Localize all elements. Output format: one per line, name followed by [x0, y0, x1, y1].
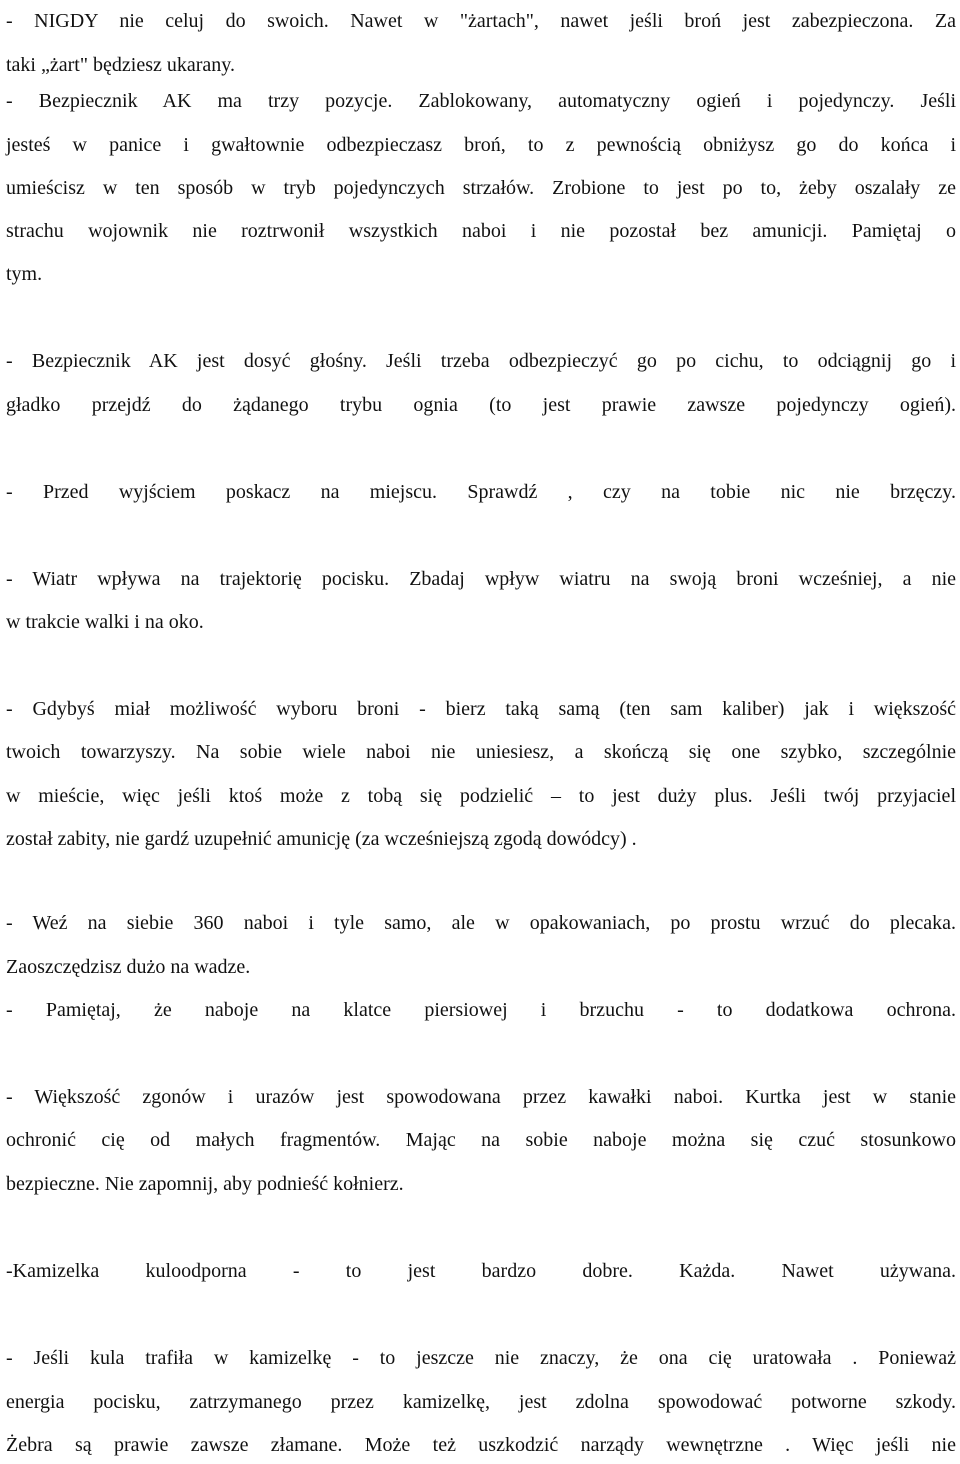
text-line: taki „żart" będziesz ukarany.	[6, 54, 235, 76]
text-line: -Kamizelka kuloodporna - to jest bardzo dobre. Każda. Nawet używana.	[6, 1260, 956, 1282]
text-line: - Weź na siebie 360 naboi i tyle samo, ale w opakowaniach, po prostu wrzuć do plecaka.	[6, 912, 956, 934]
text-line: Zaoszczędzisz dużo na wadze.	[6, 956, 251, 978]
text-line: został zabity, nie gardź uzupełnić amunicję (za wcześniejszą zgodą dowódcy) .	[6, 828, 637, 850]
text-line: - NIGDY nie celuj do swoich. Nawet w "żartach", nawet jeśli broń jest zabezpieczona. Za	[6, 10, 956, 32]
text-line: gładko przejdź do żądanego trybu ognia (to jest prawie zawsze pojedynczy ogień).	[6, 394, 956, 416]
text-line: - Bezpiecznik AK ma trzy pozycje. Zablokowany, automatyczny ogień i pojedynczy. Jeśli	[6, 90, 956, 112]
text-line: w mieście, więc jeśli ktoś może z tobą się podzielić – to jest duży plus. Jeśli twój przyjaciel	[6, 785, 956, 807]
text-line: energia pocisku, zatrzymanego przez kamizelkę, jest zdolna spowodować potworne szkody.	[6, 1391, 956, 1413]
text-line: strachu wojownik nie roztrwonił wszystkich naboi i nie pozostał bez amunicji. Pamiętaj o	[6, 220, 956, 242]
text-line: - Jeśli kula trafiła w kamizelkę - to jeszcze nie znaczy, że ona cię uratowała . Ponieważ	[6, 1347, 956, 1369]
text-line: - Większość zgonów i urazów jest spowodowana przez kawałki naboi. Kurtka jest w stanie	[6, 1086, 956, 1108]
text-line: tym.	[6, 263, 43, 285]
text-line: - Przed wyjściem poskacz na miejscu. Sprawdź , czy na tobie nic nie brzęczy.	[6, 481, 956, 503]
text-line: umieścisz w ten sposób w tryb pojedynczych strzałów. Zrobione to jest po to, żeby oszalały ze	[6, 177, 956, 199]
text-line: w trakcie walki i na oko.	[6, 611, 204, 633]
text-line: - Pamiętaj, że naboje na klatce piersiowej i brzuchu - to dodatkowa ochrona.	[6, 999, 956, 1021]
text-line: Żebra są prawie zawsze złamane. Może też uszkodzić narządy wewnętrzne . Więc jeśli nie	[6, 1434, 956, 1456]
text-line: - Bezpiecznik AK jest dosyć głośny. Jeśli trzeba odbezpieczyć go po cichu, to odciągnij go i	[6, 350, 956, 372]
text-line: - Gdybyś miał możliwość wyboru broni - bierz taką samą (ten sam kaliber) jak i większość	[6, 698, 956, 720]
text-line: jesteś w panice i gwałtownie odbezpieczasz broń, to z pewnością obniżysz go do końca i	[6, 134, 956, 156]
text-line: twoich towarzyszy. Na sobie wiele naboi nie uniesiesz, a skończą się one szybko, szczególnie	[6, 741, 956, 763]
text-line: - Wiatr wpływa na trajektorię pocisku. Zbadaj wpływ wiatru na swoją broni wcześniej, a nie	[6, 568, 956, 590]
text-line: ochronić cię od małych fragmentów. Mając na sobie naboje można się czuć stosunkowo	[6, 1129, 956, 1151]
text-line: bezpieczne. Nie zapomnij, aby podnieść kołnierz.	[6, 1173, 404, 1195]
